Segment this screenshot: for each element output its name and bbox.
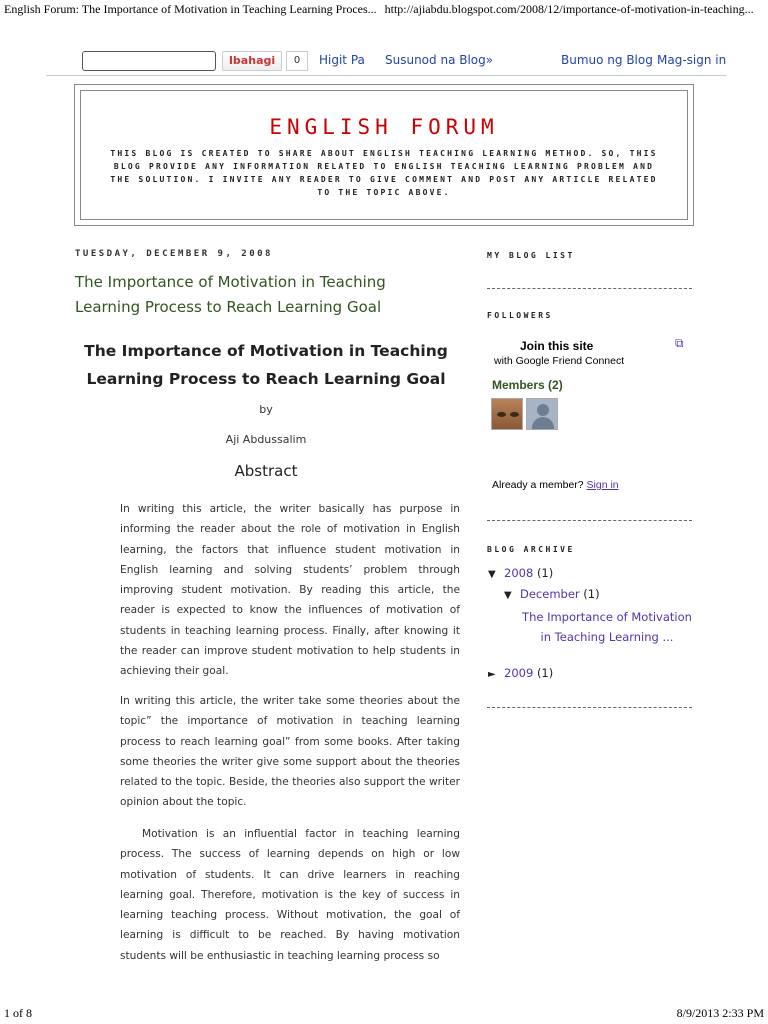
members-count[interactable]: Members (2)	[492, 378, 563, 392]
blogger-navbar	[46, 46, 726, 76]
share-count: 0	[286, 51, 308, 71]
print-page-number: 1 of 8	[4, 1006, 32, 1020]
archive-count: (1)	[536, 566, 554, 580]
archive-count: (1)	[583, 587, 600, 601]
archive-post-link[interactable]: The Importance of Motivation in Teaching Learning ...	[522, 610, 692, 644]
member-avatar[interactable]	[491, 398, 523, 430]
print-header	[4, 2, 764, 17]
archive-year-2009	[488, 666, 553, 680]
search-input[interactable]	[82, 51, 216, 71]
blog-description: THIS BLOG IS CREATED TO SHARE ABOUT ENGLISH TEACHING LEARNING METHOD. SO, THIS BLOG PROVIDE ANY INFORMATION RELATED TO ENGLISH TEACHING LEARNING PROBLEM AND THE SOLUTION. I INVITE ANY READER TO GIVE COMMENT AND POST ANY ARTICLE RELATED TO THE TOPIC ABOVE.	[110, 149, 658, 197]
sidebar-divider	[487, 288, 692, 289]
collapse-toggle-icon[interactable]: ▼	[504, 590, 512, 601]
followers-heading: FOLLOWERS	[487, 311, 553, 320]
next-blog-link[interactable]: Susunod na Blog»	[385, 53, 494, 67]
create-blog-link[interactable]: Bumuo ng Blog	[561, 53, 653, 67]
blog-list-heading: MY BLOG LIST	[487, 251, 575, 260]
archive-heading: BLOG ARCHIVE	[487, 545, 575, 554]
paragraph-1: In writing this article, the writer basically has purpose in informing the reader about the role of motivation in English learning, the factors that influence student motivation in English learning and solving students’ problem through improving student motivation. By reading this article, the reader is expected to know the influences of motivation of students in teaching learning process. Finally, after knowing it the reader can improve student motivation to help students in achieving their goal.	[120, 503, 460, 678]
print-title: English Forum: The Importance of Motivation in Teaching Learning Proces...	[4, 2, 377, 16]
archive-month-december	[504, 587, 600, 601]
share-button[interactable]: Ibahagi	[222, 51, 282, 71]
blog-title[interactable]: ENGLISH FORUM	[269, 115, 499, 139]
article-title: The Importance of Motivation in Teaching Learning Process to Reach Learning Goal	[84, 342, 448, 388]
blog-header-inner	[80, 90, 688, 220]
sidebar-divider	[487, 707, 692, 708]
archive-year-link[interactable]: 2008	[504, 566, 534, 580]
article-by: by	[259, 403, 273, 416]
more-link[interactable]: Higit Pa	[319, 53, 365, 67]
archive-year-link[interactable]: 2009	[504, 666, 534, 680]
paragraph-2: In writing this article, the writer take some theories about the topic” the importance of motivation in teaching learning process to reach learning goal” from some books. After taking some theories the writer give some support about the theories related to the topic. Beside, the theories also support the writer opinion about the topic.	[120, 695, 460, 809]
archive-year-2008	[488, 566, 553, 580]
gfc-label: with Google Friend Connect	[494, 355, 625, 367]
already-member	[492, 479, 619, 491]
sidebar-sign-in-link[interactable]: Sign in	[586, 479, 619, 491]
post-title[interactable]: The Importance of Motivation in Teaching Learning Process to Reach Learning Goal	[75, 273, 386, 316]
sign-in-link[interactable]: Mag-sign in	[657, 53, 727, 67]
expand-toggle-icon[interactable]: ►	[488, 669, 496, 680]
archive-month-link[interactable]: December	[520, 587, 580, 601]
archive-count: (1)	[536, 666, 554, 680]
member-avatar[interactable]	[526, 398, 558, 430]
article-author: Aji Abdussalim	[225, 433, 307, 446]
sidebar-divider	[487, 520, 692, 521]
abstract-heading: Abstract	[234, 462, 298, 480]
already-member-text: Already a member?	[492, 479, 584, 491]
print-datetime: 8/9/2013 2:33 PM	[676, 1006, 764, 1020]
paragraph-3: Motivation is an influential factor in teaching learning process. The success of learning depends on high or low motivation of students. It can drive learners in reaching learning goal. Therefore, motivation is the key of success in learning teaching process. Without motivation, the goal of learning is difficult to be reached. By having motivation students will be enthusiastic in teaching learning process so	[120, 828, 460, 962]
collapse-toggle-icon[interactable]: ▼	[488, 569, 496, 580]
post-date: TUESDAY, DECEMBER 9, 2008	[75, 249, 273, 259]
blog-header	[74, 84, 694, 226]
print-url: http://ajiabdu.blogspot.com/2008/12/importance-of-motivation-in-teaching...	[384, 2, 754, 16]
join-site-button[interactable]: Join this site	[520, 339, 594, 353]
gfc-popout-icon[interactable]: ⧉	[675, 336, 684, 350]
